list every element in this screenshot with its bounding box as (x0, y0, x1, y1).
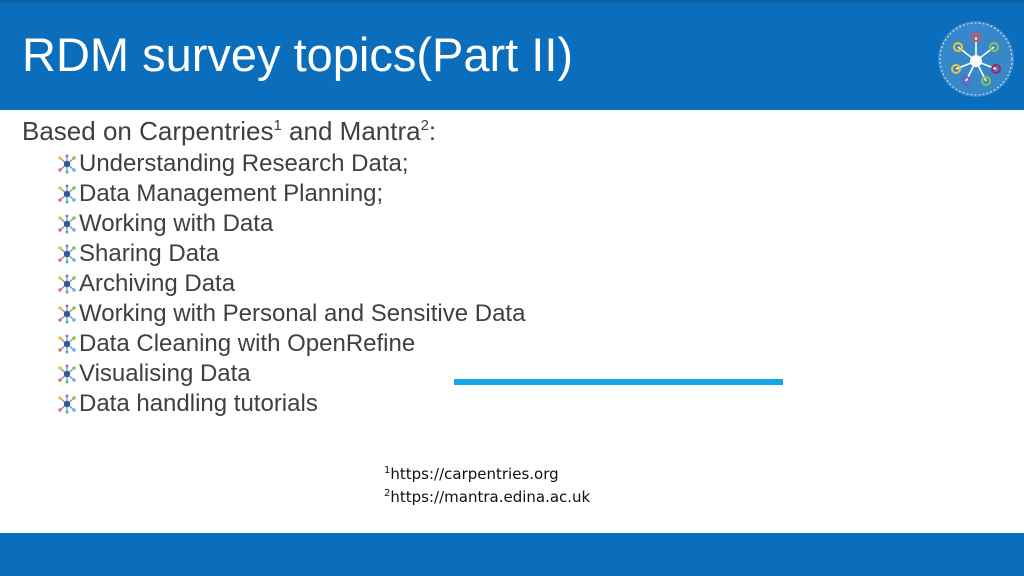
topic-item (56, 299, 1002, 329)
reference-1-number: 1 (384, 465, 391, 476)
topic-item (56, 149, 1002, 179)
topic-label: Data handling tutorials (79, 390, 318, 417)
footer-bar (0, 533, 1024, 576)
intro-text-before: Based on Carpentries (22, 116, 274, 146)
topic-item (56, 389, 1002, 419)
topic-label: Working with Data (79, 210, 274, 237)
network-node-icon (56, 243, 78, 265)
slide-content (22, 113, 1002, 419)
network-node-icon (56, 273, 78, 295)
topic-label: Data Cleaning with OpenRefine (79, 330, 416, 357)
topic-label: Sharing Data (79, 240, 220, 267)
topic-item (56, 209, 1002, 239)
references (384, 463, 590, 509)
footnote-mark-2: 2 (420, 117, 429, 134)
footnote-mark-1: 1 (273, 117, 282, 134)
topic-label: Archiving Data (79, 270, 236, 297)
reference-2-link[interactable]: https://mantra.edina.ac.uk (390, 488, 591, 506)
header-bar (0, 0, 1024, 110)
network-logo-icon (936, 19, 1016, 99)
topic-label: Understanding Research Data; (79, 150, 409, 177)
reference-1-link[interactable]: https://carpentries.org (390, 465, 559, 483)
slide-title: RDM survey topics(Part II) (22, 28, 574, 81)
topic-item (56, 239, 1002, 269)
intro-text-middle: and Mantra (281, 116, 421, 146)
topic-item (56, 179, 1002, 209)
network-node-icon (56, 393, 78, 415)
topic-item (56, 269, 1002, 299)
network-node-icon (56, 153, 78, 175)
topic-item (56, 329, 1002, 359)
network-node-icon (56, 363, 78, 385)
topic-label: Data Management Planning; (79, 180, 384, 207)
reference-1 (384, 463, 590, 486)
network-node-icon (56, 213, 78, 235)
intro-line (22, 113, 1002, 149)
reference-2-number: 2 (384, 488, 391, 499)
reference-2 (384, 486, 590, 509)
network-node-icon (56, 303, 78, 325)
network-node-icon (56, 183, 78, 205)
topic-label: Visualising Data (79, 360, 251, 387)
accent-line (454, 379, 783, 385)
network-node-icon (56, 333, 78, 355)
intro-text-after: : (428, 116, 437, 146)
topic-label: Working with Personal and Sensitive Data (79, 300, 526, 327)
